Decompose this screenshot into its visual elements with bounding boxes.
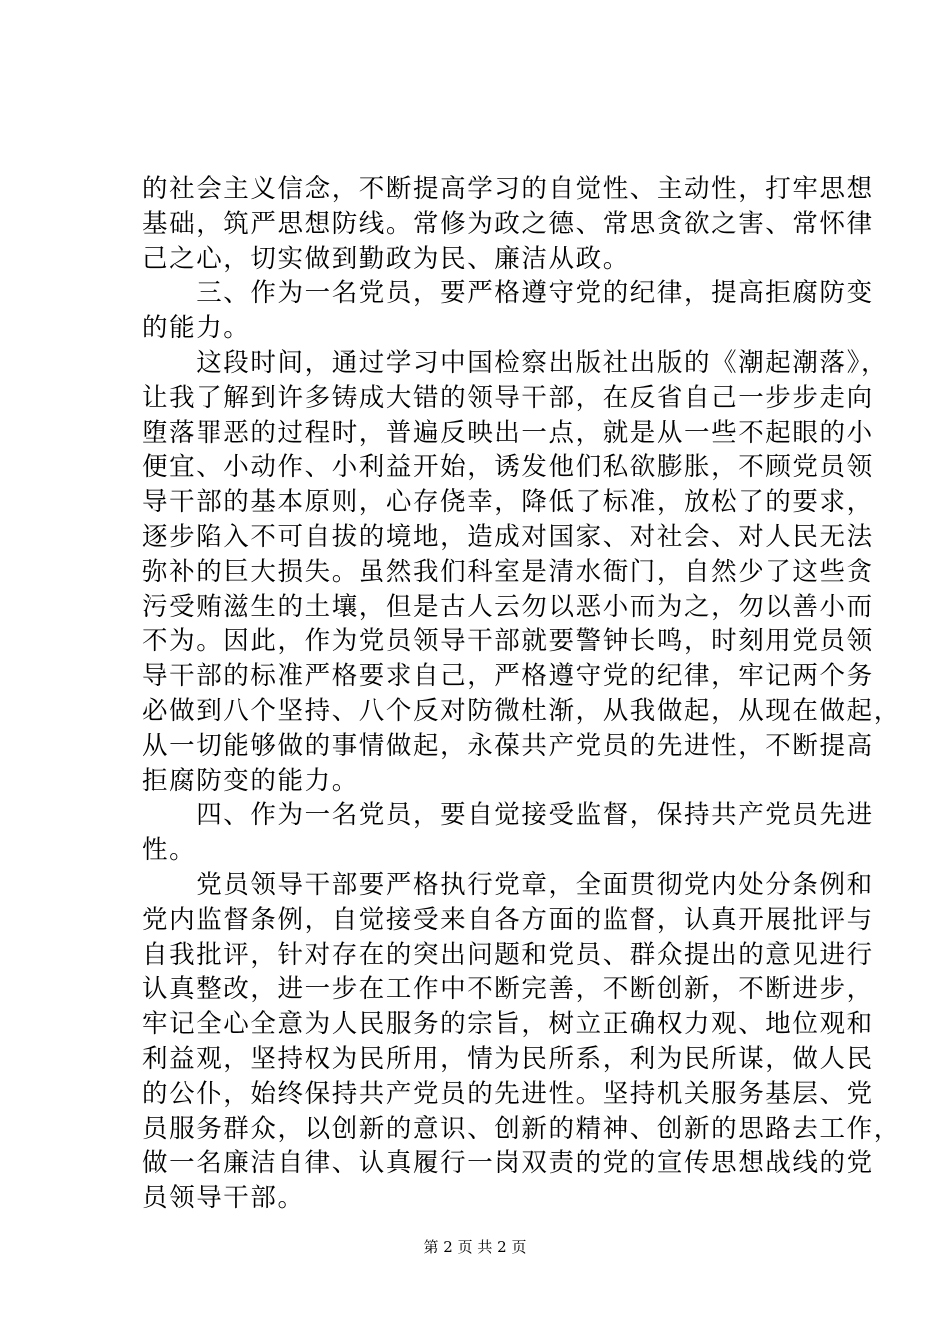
text-line: 自我批评，针对存在的突出问题和党员、群众提出的意见进行 <box>142 939 874 970</box>
text-line: 做一名廉洁自律、认真履行一岗双责的党的宣传思想战线的党 <box>142 1148 874 1179</box>
text-line: 导干部的标准严格要求自己，严格遵守党的纪律，牢记两个务 <box>142 661 874 692</box>
text-line: 便宜、小动作、小利益开始，诱发他们私欲膨胀，不顾党员领 <box>142 452 874 483</box>
section-heading-line: 三、作为一名党员，要严格遵守党的纪律，提高拒腐防变 <box>142 278 874 309</box>
text-line: 必做到八个坚持、八个反对防微杜渐，从我做起，从现在做起， <box>142 695 901 726</box>
text-line: 堕落罪恶的过程时，普遍反映出一点，就是从一些不起眼的小 <box>142 417 874 448</box>
text-line: 污受贿滋生的土壤，但是古人云勿以恶小而为之，勿以善小而 <box>142 591 874 622</box>
text-line: 弥补的巨大损失。虽然我们科室是清水衙门，自然少了这些贪 <box>142 556 874 587</box>
text-line: 牢记全心全意为人民服务的宗旨，树立正确权力观、地位观和 <box>142 1009 874 1040</box>
document-body <box>142 172 901 1216</box>
page-number-label: 第 2 页 共 2 页 <box>423 1238 527 1256</box>
text-line: 这段时间，通过学习中国检察出版社出版的《潮起潮落》， <box>142 347 889 378</box>
text-line: 的社会主义信念，不断提高学习的自觉性、主动性，打牢思想 <box>142 174 874 204</box>
text-line: 逐步陷入不可自拔的境地，造成对国家、对社会、对人民无法 <box>142 521 874 552</box>
text-line: 员服务群众，以创新的意识、创新的精神、创新的思路去工作， <box>142 1113 901 1144</box>
text-line: 党内监督条例，自觉接受来自各方面的监督，认真开展批评与 <box>142 904 874 935</box>
text-line: 从一切能够做的事情做起，永葆共产党员的先进性，不断提高 <box>142 730 874 761</box>
text-line: 党员领导干部要严格执行党章，全面贯彻党内处分条例和 <box>142 869 874 900</box>
section-heading-line: 四、作为一名党员，要自觉接受监督，保持共产党员先进 <box>142 800 874 831</box>
text-line: 的公仆，始终保持共产党员的先进性。坚持机关服务基层、党 <box>142 1078 874 1109</box>
section-heading-line: 性。 <box>142 835 197 866</box>
text-line: 让我了解到许多铸成大错的领导干部，在反省自己一步步走向 <box>142 382 874 413</box>
text-line: 认真整改，进一步在工作中不断完善，不断创新，不断进步， <box>142 974 874 1005</box>
text-line: 基础，筑严思想防线。常修为政之德、常思贪欲之害、常怀律 <box>142 208 874 239</box>
text-line: 员领导干部。 <box>142 1183 305 1214</box>
text-line: 己之心，切实做到勤政为民、廉洁从政。 <box>142 243 630 274</box>
text-line: 利益观，坚持权为民所用，情为民所系，利为民所谋，做人民 <box>142 1043 874 1074</box>
page-footer <box>0 1237 950 1257</box>
text-line: 导干部的基本原则，心存侥幸，降低了标准，放松了的要求， <box>142 487 874 518</box>
text-line: 不为。因此，作为党员领导干部就要警钟长鸣，时刻用党员领 <box>142 626 874 657</box>
section-heading-line: 的能力。 <box>142 313 251 344</box>
text-line: 拒腐防变的能力。 <box>142 765 359 796</box>
